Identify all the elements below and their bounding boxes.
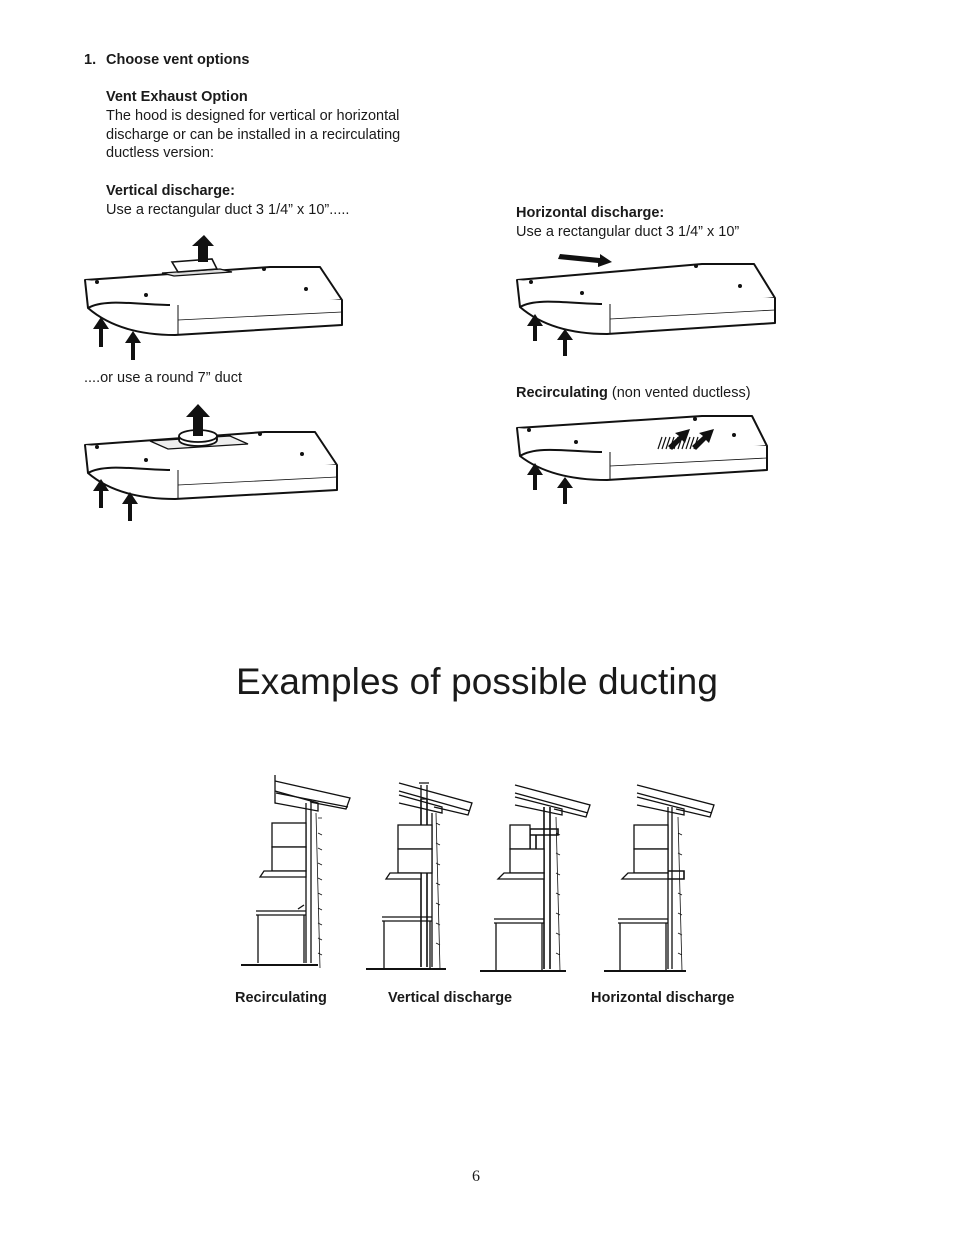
page-number: 6 [472, 1168, 480, 1185]
caption-recirculating: Recirculating [235, 990, 327, 1006]
recirculating-note: (non vented ductless) [607, 385, 751, 401]
ducting-recirculating-diagram [238, 773, 358, 978]
recirculating-label: Recirculating [516, 385, 608, 401]
hood-recirculating-illustration [512, 418, 782, 508]
hood-vertical-round-illustration [80, 400, 350, 525]
ducting-horizontal-diagram [602, 773, 722, 978]
intro-line-3: ductless version: [106, 145, 214, 161]
section-number: 1. [84, 52, 97, 68]
examples-title: Examples of possible ducting [236, 661, 719, 702]
horizontal-label: Horizontal discharge: [516, 205, 665, 221]
caption-vertical-discharge: Vertical discharge [388, 990, 513, 1006]
vertical-text: Use a rectangular duct 3 1/4” x 10”..... [106, 202, 350, 218]
ducting-vertical-diagram-1 [362, 773, 482, 978]
hood-vertical-rect-illustration [80, 232, 350, 362]
vertical-alt-text: ....or use a round 7” duct [84, 370, 242, 386]
subheading: Vent Exhaust Option [106, 89, 248, 105]
horizontal-text: Use a rectangular duct 3 1/4” x 10” [516, 224, 740, 240]
intro-line-1: The hood is designed for vertical or horizontal [106, 108, 400, 124]
intro-line-2: discharge or can be installed in a recirculating [106, 127, 401, 143]
caption-horizontal-discharge: Horizontal discharge [591, 990, 735, 1006]
ducting-vertical-diagram-2 [478, 773, 598, 978]
section-heading: Choose vent options [106, 52, 250, 68]
vertical-label: Vertical discharge: [106, 183, 235, 199]
hood-horizontal-illustration [512, 250, 782, 360]
recirculating-line [516, 384, 751, 403]
